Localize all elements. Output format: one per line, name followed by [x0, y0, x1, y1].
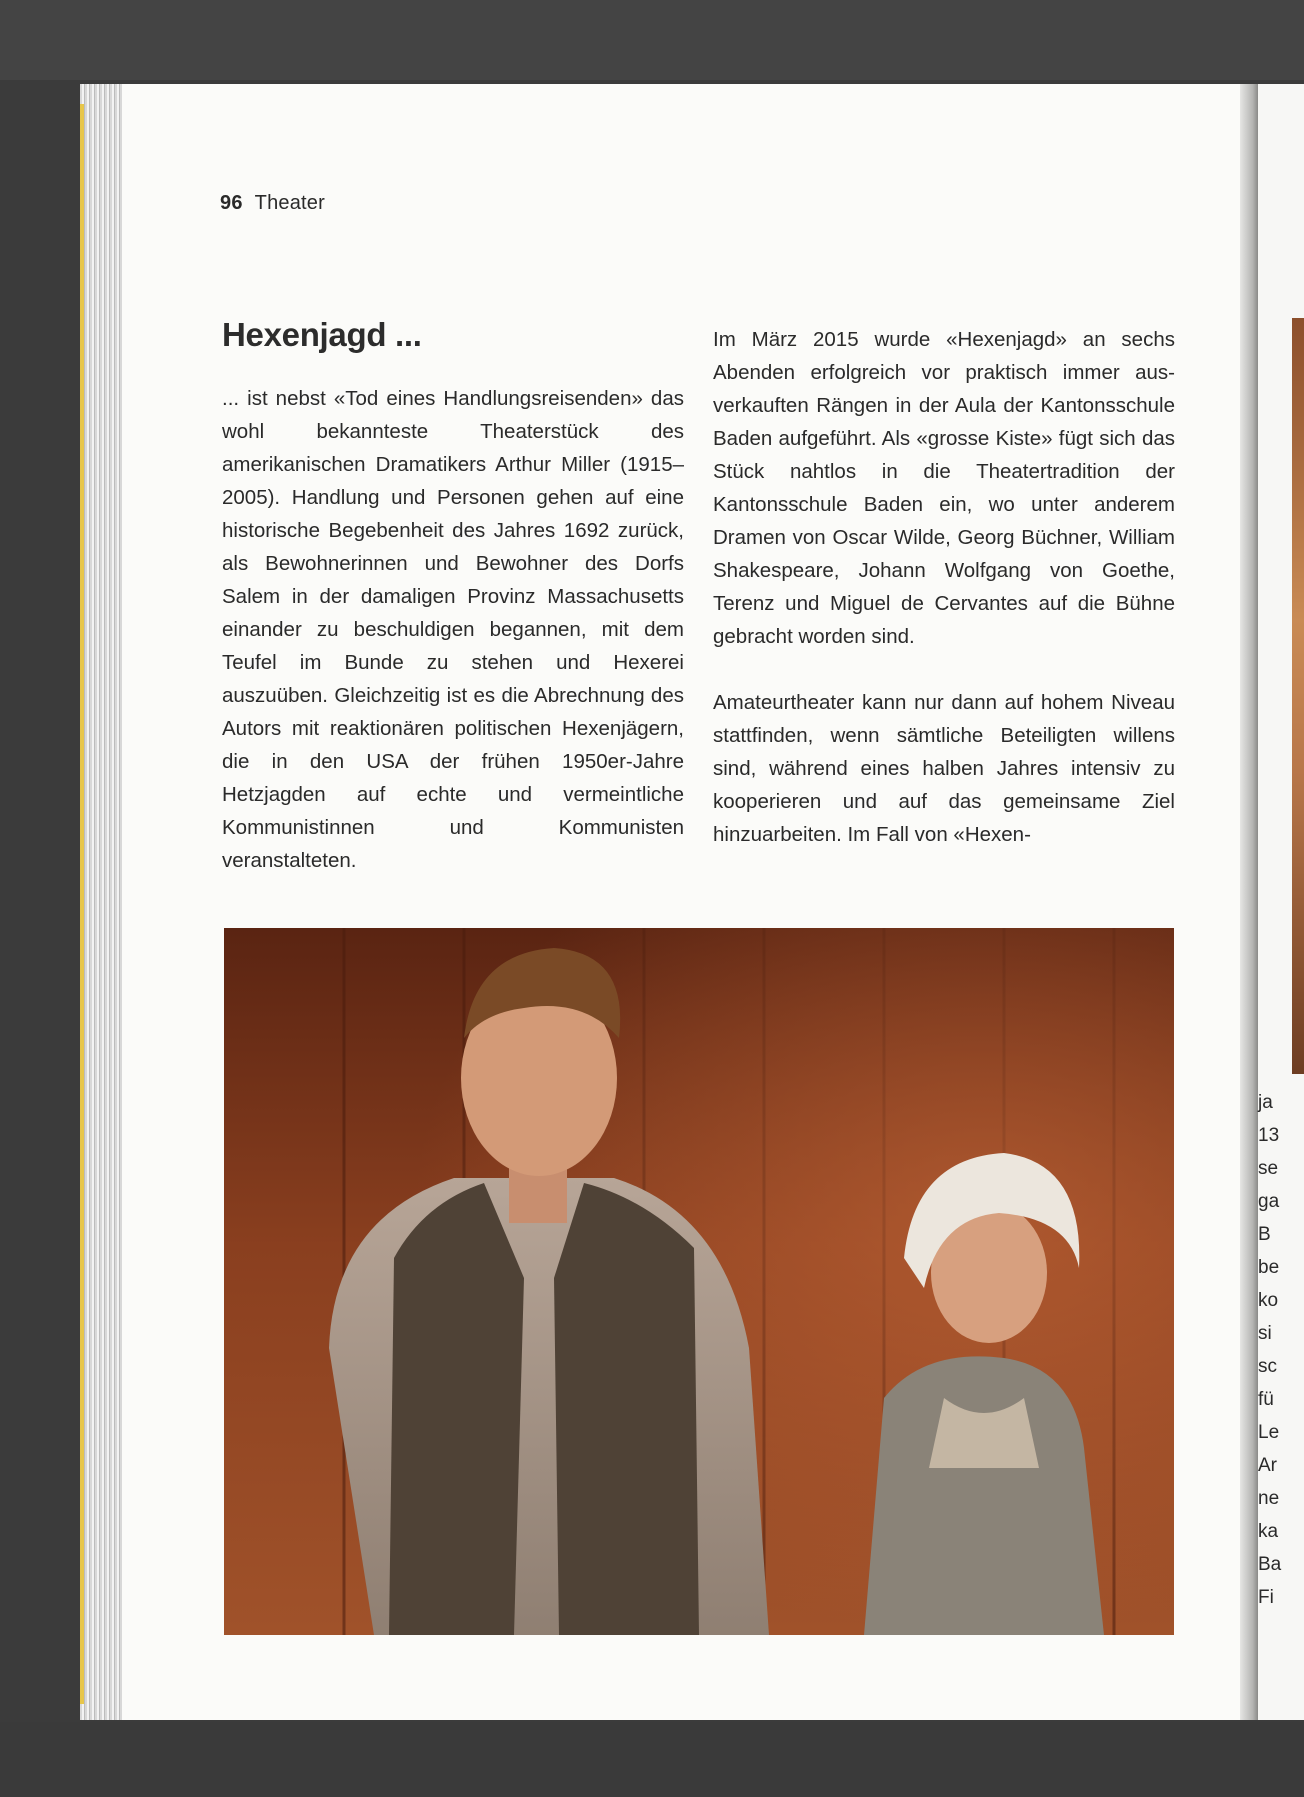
paragraph-performance: Im März 2015 wurde «Hexenjagd» an sechs Abenden erfolgreich vor praktisch immer ausverkauften Rängen in der Aula der Kantonsschule Baden aufgeführt. Als «grosse Kiste» fügt sich das Stück nahtlos in die Theatertradition der Kantonsschule Baden ein, wo unter anderem Dramen von Oscar Wilde, Georg Büchner, William Shakespeare, Johann Wolfgang von Goethe, Terenz und Miguel de Cervantes auf die Bühne gebracht worden sind. — [713, 328, 1175, 648]
page-number: 96 — [220, 192, 243, 214]
fragment-line: ja — [1258, 1092, 1273, 1113]
fragment-line: Ba — [1258, 1554, 1282, 1575]
text-column-left — [222, 316, 684, 877]
scan-background-top — [0, 0, 1304, 80]
right-page-text-fragments — [1258, 1086, 1304, 1614]
fragment-line: ga — [1258, 1191, 1280, 1212]
stage-photo — [224, 928, 1174, 1635]
running-head — [220, 192, 325, 215]
paragraph-intro: ... ist nebst «Tod eines Handlungsreisenden» das wohl bekannteste Theaterstück des amerikanischen Dramatikers Arthur Miller (1915–2005). Handlung und Personen gehen auf eine historische Begebenheit des Jahres 1692 zurück, als Bewohnerinnen und Bewohner des Dorfs Salem in der damaligen Provinz Massachusetts einander zu beschuldigen begannen, mit dem Teufel im Bunde zu stehen und Hexerei auszuüben. Gleichzeitig ist es die Abrechnung des Autors mit reaktionären politischen Hexenjägern, die in den USA der frühen 1950er-Jahre Hetzjagden auf echte und vermeintliche Kommunistinnen und Kommunisten veranstalteten. — [222, 387, 684, 872]
fragment-line: si — [1258, 1323, 1272, 1344]
fragment-line: Fi — [1258, 1587, 1274, 1608]
article-title: Hexenjagd ... — [222, 316, 422, 353]
page-stack-edge — [80, 84, 124, 1720]
fragment-line: 13 — [1258, 1125, 1280, 1146]
fragment-line: ne — [1258, 1488, 1280, 1509]
section-name: Theater — [254, 192, 325, 214]
fragment-line: se — [1258, 1158, 1279, 1179]
fragment-line: fü — [1258, 1389, 1274, 1410]
page-edge-yellow — [80, 104, 84, 1704]
fragment-line: B — [1258, 1224, 1271, 1245]
fragment-line: be — [1258, 1257, 1280, 1278]
paragraph-amateur-theater: Amateurtheater kann nur dann auf hohem Niveau stattfinden, wenn sämtliche Beteiligten willens sind, während eines halben Jahres intensiv zu kooperieren und auf das gemeinsame Ziel hinzuarbeiten. Im Fall von «Hexen- — [713, 691, 1175, 846]
scan-background-bottom — [0, 1722, 1304, 1797]
fragment-line: Le — [1258, 1422, 1280, 1443]
book-gutter — [1240, 84, 1258, 1720]
right-page-photo-edge — [1292, 318, 1304, 1074]
book-page-right — [1258, 84, 1304, 1720]
fragment-line: Ar — [1258, 1455, 1277, 1476]
fragment-line: ka — [1258, 1521, 1279, 1542]
stage-photo-illustration — [224, 928, 1174, 1635]
fragment-line: ko — [1258, 1290, 1279, 1311]
text-column-right — [713, 323, 1175, 851]
fragment-line: sc — [1258, 1356, 1277, 1377]
